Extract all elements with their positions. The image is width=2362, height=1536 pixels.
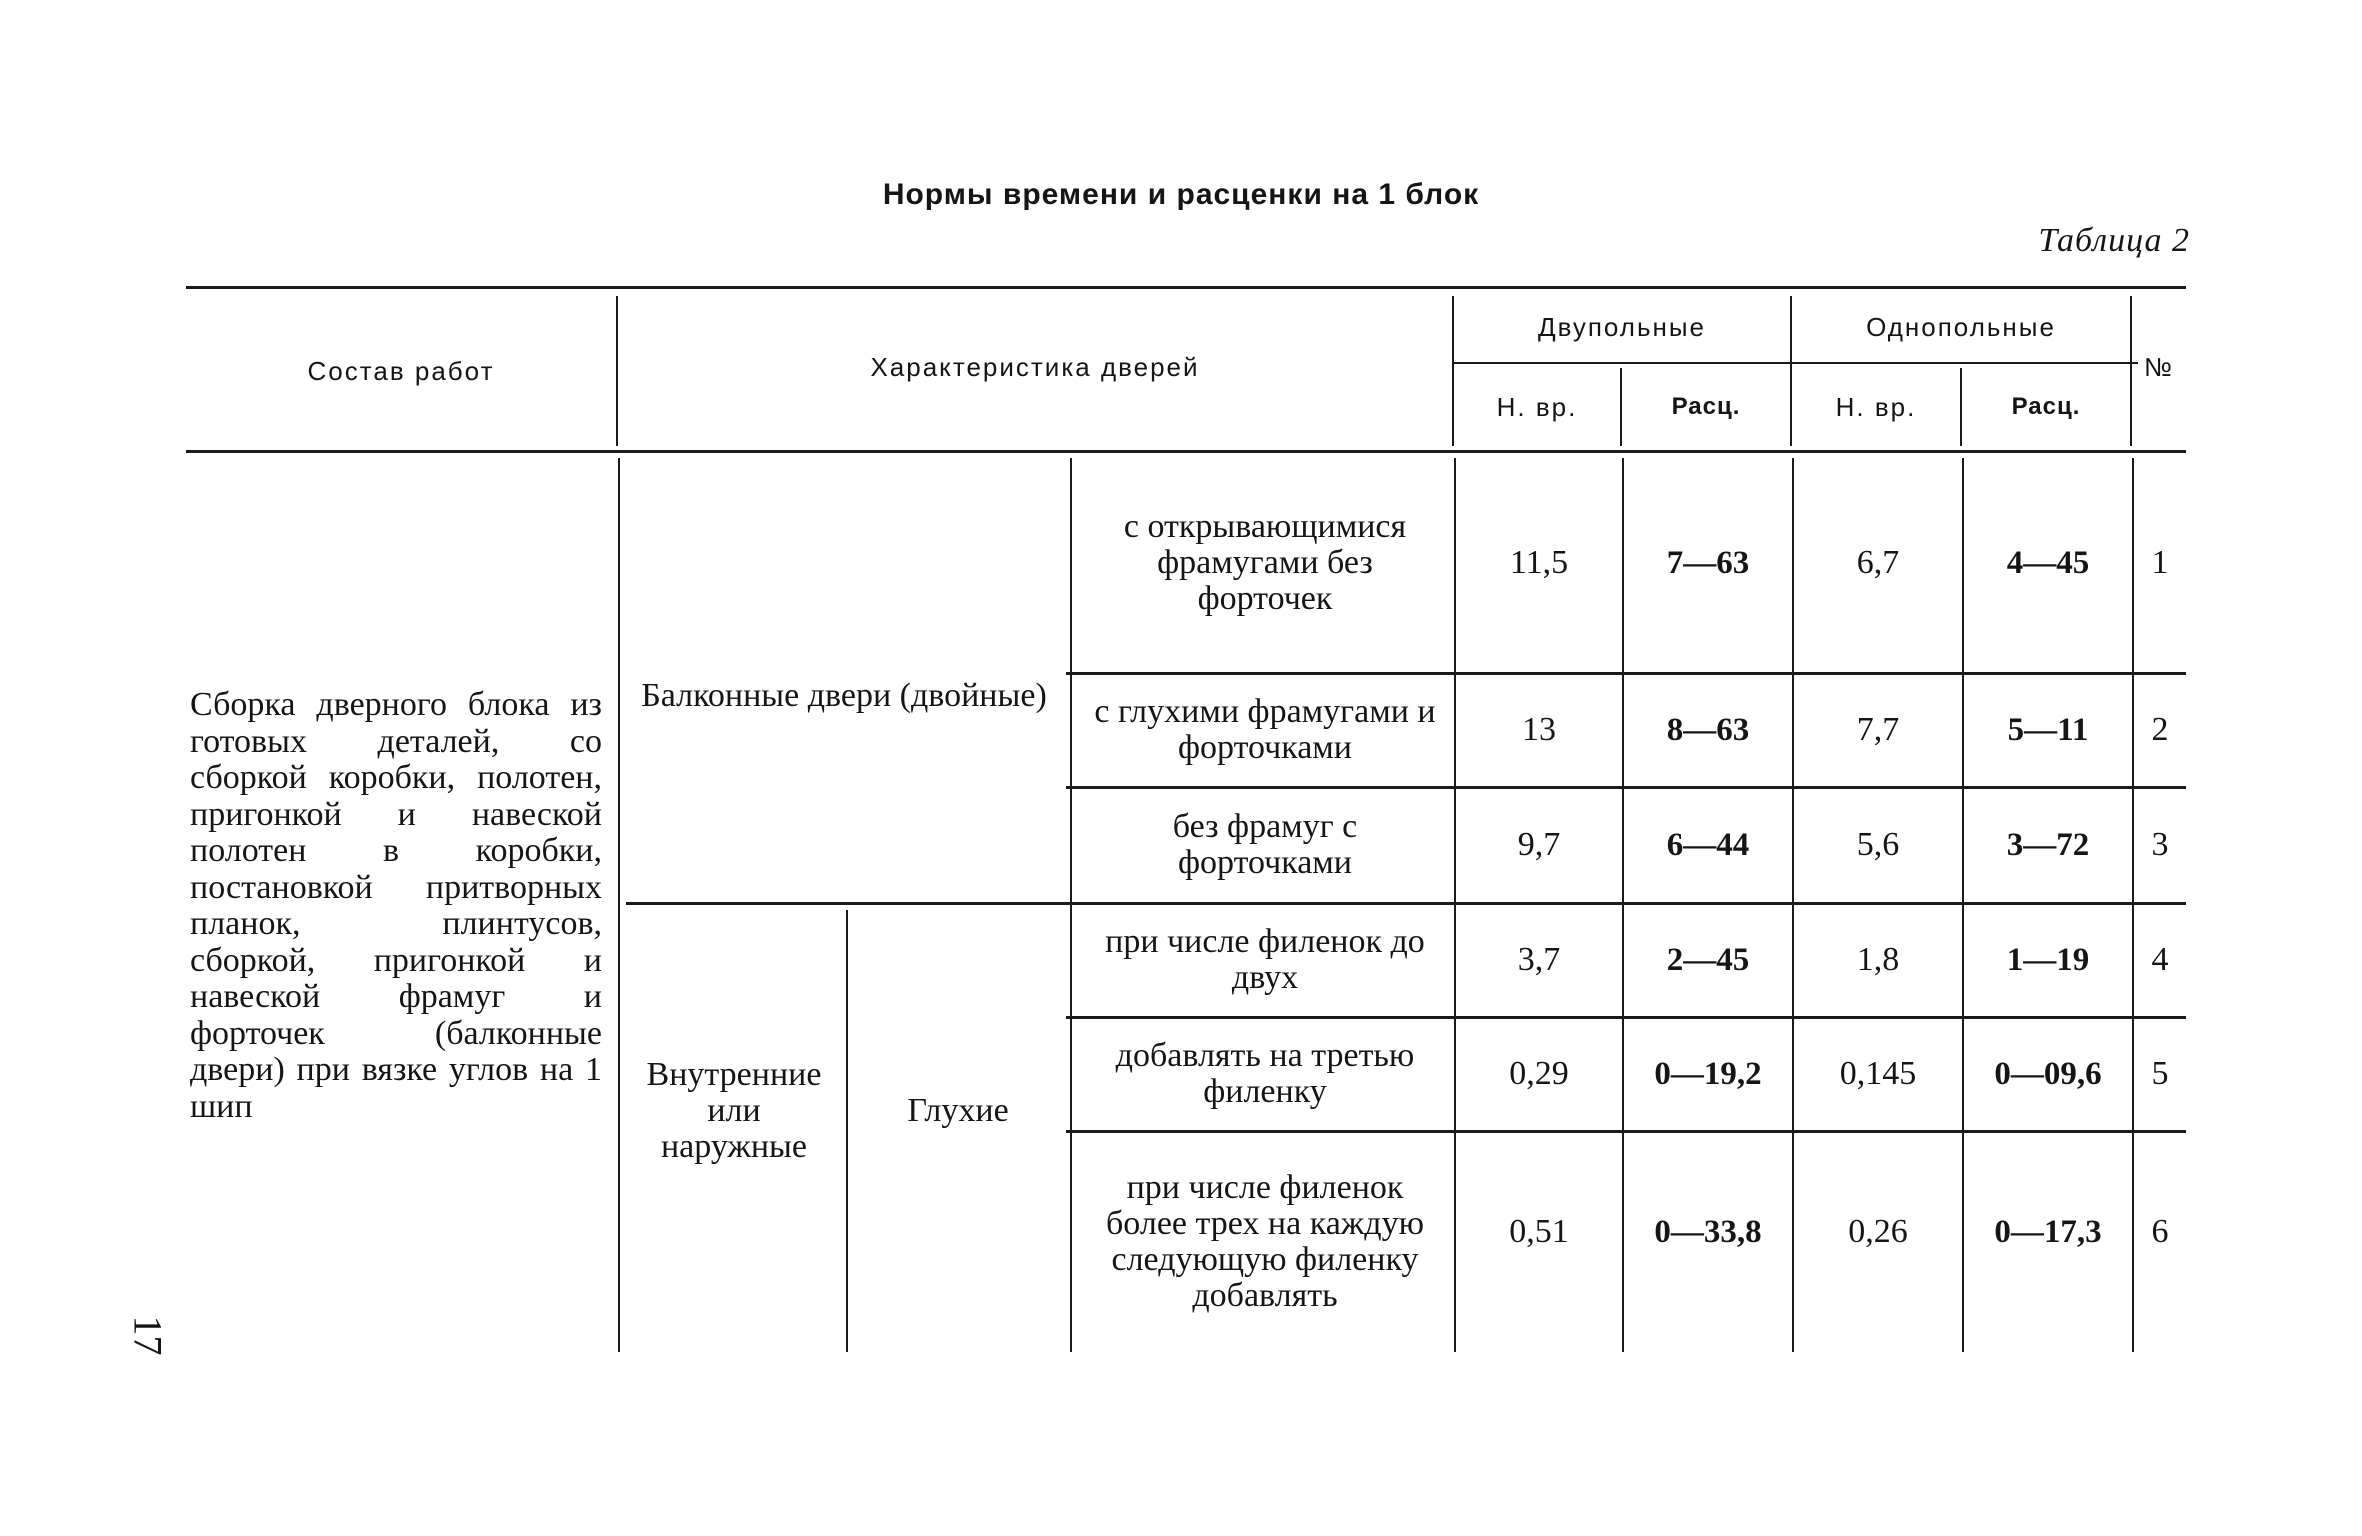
table-title: Нормы времени и расценки на 1 блок bbox=[882, 178, 1480, 211]
row-6-number: 6 bbox=[2151, 1213, 2169, 1250]
row-2-single-time: 7,7 bbox=[1856, 711, 1900, 748]
row-1-single-time: 6,7 bbox=[1856, 544, 1900, 581]
row-6-double-time: 0,51 bbox=[1509, 1213, 1569, 1250]
row-5-number: 5 bbox=[2151, 1055, 2169, 1092]
row-3-double-time: 9,7 bbox=[1517, 826, 1561, 863]
row-2-double-time: 13 bbox=[1522, 711, 1556, 748]
group-balcony: Балконные двери (двойные) bbox=[641, 677, 1047, 714]
body-vline-group bbox=[846, 910, 848, 1352]
header-work: Состав работ bbox=[307, 355, 495, 386]
row-1-double-time: 11,5 bbox=[1509, 544, 1569, 581]
row-1-double-rate: 7—63 bbox=[1666, 544, 1750, 581]
header-subrule bbox=[1454, 362, 2138, 364]
row-2-double-rate: 8—63 bbox=[1666, 711, 1750, 748]
header-double-time: Н. вр. bbox=[1496, 391, 1578, 422]
row-4-double-rate: 2—45 bbox=[1666, 941, 1750, 978]
header-door-char: Характеристика дверей bbox=[870, 351, 1200, 382]
row-5-desc: добавлять на третью филенку bbox=[1115, 1037, 1415, 1110]
row-4-single-time: 1,8 bbox=[1856, 941, 1900, 978]
group-blind: Глухие bbox=[907, 1092, 1009, 1129]
row-6-single-time: 0,26 bbox=[1848, 1213, 1908, 1250]
row-6-double-rate: 0—33,8 bbox=[1654, 1213, 1762, 1250]
row-3-number: 3 bbox=[2151, 826, 2169, 863]
norms-table bbox=[186, 286, 2186, 1352]
header-double-rate: Расц. bbox=[1671, 393, 1741, 420]
header-single-rate: Расц. bbox=[2011, 393, 2081, 420]
header-single-time: Н. вр. bbox=[1835, 391, 1917, 422]
header-bottom-rule bbox=[186, 450, 2186, 453]
row-6-desc: при числе филенок более трех на каждую следующую филенку добавлять bbox=[1106, 1169, 1424, 1314]
body-vline-work bbox=[618, 458, 620, 1352]
row-6-single-rate: 0—17,3 bbox=[1994, 1213, 2102, 1250]
table-label: Таблица 2 bbox=[2038, 222, 2190, 259]
row-2-number: 2 bbox=[2151, 711, 2169, 748]
row-5-double-time: 0,29 bbox=[1509, 1055, 1569, 1092]
row-3-single-time: 5,6 bbox=[1856, 826, 1900, 863]
row-5-single-time: 0,145 bbox=[1839, 1055, 1917, 1092]
row-2-desc: с глухими фрамугами и форточками bbox=[1094, 693, 1436, 766]
row-4-desc: при числе филенок до двух bbox=[1105, 923, 1425, 996]
row-4-single-rate: 1—19 bbox=[2006, 941, 2090, 978]
row-1-number: 1 bbox=[2151, 544, 2169, 581]
row-5-single-rate: 0—09,6 bbox=[1994, 1055, 2102, 1092]
row-5-double-rate: 0—19,2 bbox=[1654, 1055, 1762, 1092]
page-number: 17 bbox=[125, 1315, 171, 1356]
row-1-desc: с открывающимися фрамугами без форточек bbox=[1123, 508, 1407, 617]
group-inner-outer: Внутренние или наружные bbox=[646, 1056, 822, 1165]
row-4-number: 4 bbox=[2151, 941, 2169, 978]
body-vline-desc bbox=[1070, 458, 1072, 1352]
work-description: Сборка дверного блока из готовых деталей, со сборкой коробки, полотен, пригонкой и навеской полотен в коробки, постановкой притворных планок, плинтусов, сборкой, пригонкой и навеской фрамуг и форточек (балконные двери) при вязке углов на 1 шип bbox=[190, 686, 602, 1125]
row-1-single-rate: 4—45 bbox=[2006, 544, 2090, 581]
row-3-single-rate: 3—72 bbox=[2006, 826, 2090, 863]
row-3-double-rate: 6—44 bbox=[1666, 826, 1750, 863]
row-4-double-time: 3,7 bbox=[1517, 941, 1561, 978]
header-double: Двупольные bbox=[1537, 311, 1707, 342]
header-single: Однопольные bbox=[1866, 311, 2056, 342]
table-top-rule bbox=[186, 286, 2186, 289]
header-number: № bbox=[2144, 351, 2174, 382]
row-3-desc: без фрамуг с форточками bbox=[1172, 808, 1358, 881]
row-2-single-rate: 5—11 bbox=[2007, 711, 2089, 748]
